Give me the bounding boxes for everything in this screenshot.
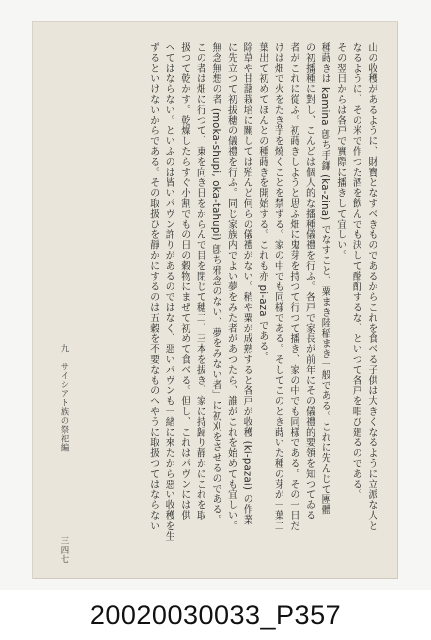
text-column: けは畑で火をたき芋を燒くことを禁ずる。家の中でも同樣である。そしてこのとき蒔いた種の芽が一葉二: [272, 42, 284, 531]
text-column: 葉出て初めてほんとの種蒔きを開始する。これも亦 pi-aza である。: [256, 42, 268, 362]
text-column: なるように、その米で作つた酒を飲んでも決して酩酊するな、といつて各戸を唱び廻るのである。: [350, 42, 362, 500]
image-caption: 20020030033_P357: [0, 591, 431, 640]
text-column: 種蒔きは kamina 卽ち手鎌 (ka-zina) でなすこと、粟まき陸稲まき一般である。これに先んじて團體: [319, 42, 331, 516]
text-column: に先立つて初拔穗の儀禮を行ふ。同じ家族内でよい夢をみた者があつたら、誰がこれを始めても宜しい。: [225, 42, 237, 531]
text-column: 者がこれに從ふ。初蒔きしようと思ふ畑に鬼芽を持つて行つて播き、家の中でも同樣である。その一日だ: [288, 42, 300, 531]
text-column: の初播種に對し、こんどは個人的な播種儀禮を行ふ。各戸で家長が前年にその儀禮的要領を知つてゐる: [303, 42, 315, 521]
text-column: ずるといけないからである。その取扱ひを靜かにするのは五穀を不要なものへやうに取扱つてはならない: [147, 42, 159, 531]
book-page: [33, 22, 397, 578]
page-number: 三四七: [60, 535, 70, 564]
text-column: この者は畑に行つて、東を向き日をからんで目を閉じて穗二、三本を拔き、家に持歸り靜かにこれを取: [194, 42, 206, 521]
text-column: へてはならない。といふのは皆いパヴン許りがあるのではなく、惡いパヴンも一緒に來たから惡い收穫を生: [163, 42, 175, 542]
vertical-text-body: [63, 42, 377, 554]
text-column: 除草や甘藷栽培に關しては殆んど何らの儀禮がない。稍や粟が成熟すると各戸が收穫 (ki-pazai) の作業: [241, 42, 253, 525]
text-column: 無念無想の者 (moka-shupi, oka-tahupi) 卽ち邪念のない、夢をみない者」に初刈をさせるのである。: [210, 42, 222, 525]
text-column: 山の收穫があるように、財寳となすべきものであるからこれを食べる子供は大きくなるように立派な人と: [366, 42, 377, 531]
text-column: 扱つて乾かす。乾燥したらすぐ小割でもの日の穀物にまぜて初めて食べる。但し、これはパヴンには供: [178, 42, 190, 521]
running-head: 九 サイシアト族の祭祀編: [60, 344, 70, 452]
text-column: その翌日からは各戸で實際に播きして宜しい。: [334, 42, 346, 261]
